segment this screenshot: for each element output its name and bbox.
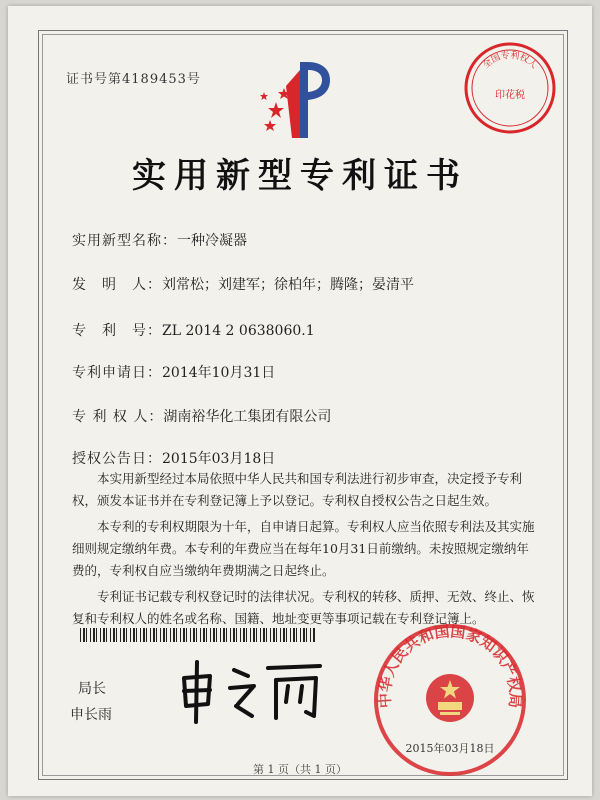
field-grant-date: 授权公告日：2015年03月18日 — [72, 451, 276, 467]
certificate-title: 实用新型专利证书 — [132, 156, 468, 196]
field-patent-number: 专 利 号：ZL 2014 2 0638060.1 — [72, 323, 315, 339]
field-patentee: 专 利 权 人：湖南裕华化工集团有限公司 — [72, 409, 332, 425]
body-paragraph: 本实用新型经过本局依照中华人民共和国专利法进行初步审查，决定授予专利权，颁发本证书并在专利登记簿上予以登记。专利权自授权公告之日起生效。 — [72, 471, 523, 508]
certificate-body — [72, 468, 538, 634]
svg-text:印花税: 印花税 — [495, 90, 525, 101]
director-signature — [176, 656, 326, 726]
field-utility-model-name: 实用新型名称：一种冷凝器 — [72, 233, 247, 249]
field-application-date: 专利申请日：2014年10月31日 — [72, 365, 276, 381]
body-paragraph: 专利证书记载专利权登记时的法律状况。专利权的转移、质押、无效、终止、恢复和专利权人的姓名或名称、国籍、地址变更等事项记载在专利登记簿上。 — [72, 589, 535, 626]
svg-text:中华人民共和国国家知识产权局: 中华人民共和国国家知识产权局 — [375, 622, 525, 709]
sipo-official-seal — [370, 620, 530, 780]
director-title: 局长 — [78, 681, 106, 697]
body-paragraph: 本专利的专利权期限为十年，自申请日起算。专利权人应当依照专利法及其实施细则规定缴纳年费。本专利的年费应当在每年10月31日前缴纳。未按照规定缴纳年费的，专利权自应当缴纳年费期满之日起终止。 — [72, 519, 535, 578]
certificate-sheet — [8, 6, 592, 796]
director-name: 申长雨 — [70, 707, 112, 723]
svg-text:2015年03月18日: 2015年03月18日 — [405, 742, 495, 755]
tax-stamp-seal — [460, 38, 560, 138]
page-footer: 第 1 页（共 1 页） — [253, 763, 347, 776]
field-inventors: 发 明 人：刘常松；刘建军；徐柏年；腾隆；晏清平 — [72, 277, 414, 293]
barcode — [80, 628, 316, 642]
certificate-number: 证书号第4189453号 — [66, 72, 201, 87]
svg-text:全国专利权人: 全国专利权人 — [481, 50, 539, 71]
sipo-logo-icon — [256, 58, 336, 142]
